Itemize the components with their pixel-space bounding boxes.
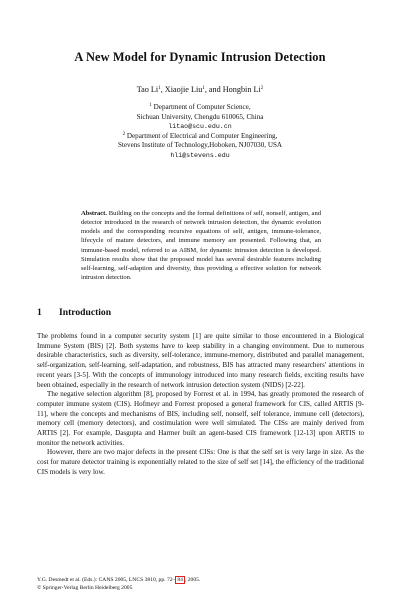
affiliation-2: $^2$ Department of Electrical and Computer Engineering, Stevens Institute of Technology,Hoboken, NJ07030, USA hli@stevens.edu <box>117 131 283 159</box>
citation-line: Y.G. Desmedt et al. (Eds.): CANS 2005, LNCS 3810, pp. 72– 84 , 2005. <box>37 577 201 583</box>
section-body <box>37 332 364 478</box>
email-link[interactable]: litao@scu.edu.cn <box>168 123 232 131</box>
affiliations <box>0 103 400 161</box>
author-list: Tao Li$^1$, Xiaojie Liu$^1$, and Hongbin Li$^2$ <box>136 85 264 94</box>
paragraph: The negative selection algorithm [8], proposed by Forrest et al. in 1994, has greatly promoted the research of computer immune system (CIS). Hofmeyr and Forrest proposed a general framework for CIS, called ARTIS [9-11], where the concepts and mechanisms of BIS, including self, nonself, self tolerance, immune cell (detectors), memory cell (memory detectors), and costimulation were well simulated. The CISs are mainly derived from ARTIS [2]. For example, Dasgupta and Harmer built an agent-based CIS framework [12-13] upon ARTIS to monitor the network activities. <box>37 390 364 447</box>
abstract-text: Building on the concepts and the formal definitions of self, nonself, antigen, and detector introduced in the research of network intrusion detection, the dynamic evolution models and the corresponding recursive equations of self, antigen, immune-tolerance, lifecycle of mature detectors, and immune memory are presented. Following that, an immune-based model, referred to as AIBM, for dynamic intrusion detection is developed. Simulation results show that the proposed model has several desirable features including self-learning, self-adaption and diversity, thus providing a effective solution for network intrusion detection. <box>81 210 321 282</box>
author-name: Xiaojie Liu <box>164 85 203 94</box>
affiliation-mark: 1 <box>158 86 161 91</box>
paper-title: A New Model for Dynamic Intrusion Detection <box>74 50 326 64</box>
affiliation-1: $^1$ Department of Computer Science, Sichuan University, Chengdu 610065, China litao@scu.edu.cn <box>136 103 264 131</box>
section-title: Introduction <box>59 307 112 318</box>
section-number: 1 <box>37 307 42 318</box>
abstract <box>81 209 321 282</box>
author-name: Tao Li <box>136 85 159 94</box>
affiliation-mark: 2 <box>260 86 264 91</box>
paragraph: The problems found in a computer security system [1] are quite similar to those encountered in a Biological Immune System (BIS) [2]. Both systems have to keep stability in a changing environment. Due to numerous desirable characteristics, such as diversity, self-tolerance, immune-memory, distributed and parallel management, self-organization, self-learning, self-adaptation, and robustness, BIS has attracted many researchers' attentions in recent years [3-5]. With the concepts of immunology introduced into many research fields, exciting results have been obtained, especially in the research of network intrusion detection system (NIDS) [2-22]. <box>37 332 364 389</box>
copyright-line: © Springer-Verlag Berlin Heidelberg 2005 <box>37 584 133 591</box>
author-name: and Hongbin Li <box>208 85 261 94</box>
page-range-link[interactable]: 84 <box>177 577 183 583</box>
email-link[interactable]: hli@stevens.edu <box>170 151 230 159</box>
page-footer <box>37 577 200 592</box>
paragraph: However, there are two major defects in the present CISs: One is that the self set is very large in size. As the cost for mature detector training is exponentially related to the size of self set [14], the efficiency of the traditional CIS models is very low. <box>37 448 364 476</box>
section-heading <box>37 307 111 318</box>
affiliation-mark: 1 <box>202 86 205 91</box>
abstract-label: Abstract. <box>81 210 107 217</box>
